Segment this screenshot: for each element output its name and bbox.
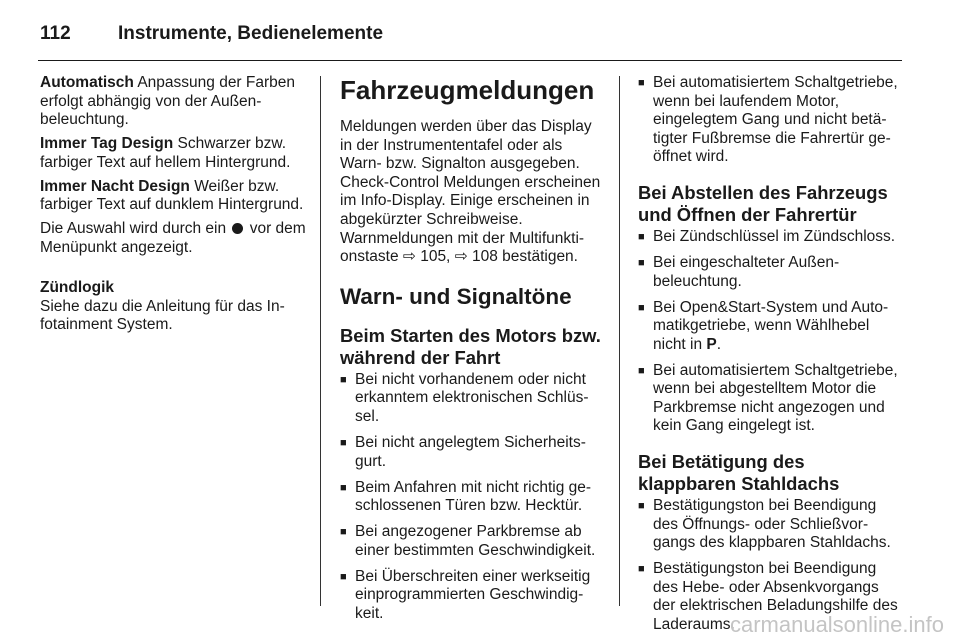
- gear-p-label: P: [706, 335, 717, 353]
- list-item: ■ Beim Anfahren mit nicht richtig geschlossenen Türen bzw. Hecktür.: [340, 479, 604, 516]
- watermark: carmanualsonline.info: [729, 612, 944, 637]
- list-starten-fahrt: [340, 371, 604, 624]
- list-item: ■ Bei Überschreiten einer werkseitig einprogrammierten Geschwindigkeit.: [340, 568, 604, 624]
- paragraph-zuendlogik: Siehe dazu die Anleitung für das Infotainment System.: [40, 297, 285, 334]
- paragraph-automatisch: [40, 74, 306, 130]
- text-auswahl-after: vor dem Menüpunkt angezeigt.: [40, 220, 306, 256]
- paragraph-tag-design: [40, 135, 306, 172]
- list-item: [638, 299, 904, 355]
- heading-zuendlogik: Zündlogik: [40, 278, 115, 296]
- text-automatisch: Anpassung der Farben erfolgt abhängig von der Außenbeleuchtung.: [40, 74, 296, 129]
- list-item: ■ Bei Zündschlüssel im Zündschloss.: [638, 228, 904, 247]
- heading-starten-fahrt: Beim Starten des Motors bzw. während der Fahrt: [340, 324, 601, 368]
- heading-warn-signaltoene: Warn- und Signaltöne: [340, 283, 572, 309]
- list-item: ■ Bestätigungston bei Beendigung des Hebe- oder Absenkvorgangs der elektrischen Beladungshilfe des Laderaums.: [638, 560, 904, 634]
- list-item: ■ Bei nicht vorhandenem oder nicht erkanntem elektronischen Schlüssel.: [340, 371, 604, 427]
- column-middle: [340, 74, 604, 631]
- text-tag-design: Schwarzer bzw. farbiger Text auf hellem Hintergrund.: [40, 135, 291, 171]
- page-number: 112: [40, 23, 71, 44]
- text-period: .: [716, 335, 722, 353]
- term-automatisch: Automatisch: [40, 74, 134, 91]
- page-title: Instrumente, Bedienelemente: [118, 23, 384, 44]
- text-auswahl-before: Die Auswahl wird durch ein: [40, 220, 231, 238]
- heading-fahrzeugmeldungen: Fahrzeugmeldungen: [340, 75, 595, 105]
- column-divider-right: [619, 76, 620, 606]
- list-item: ■ Bei angezogener Parkbremse ab einer bestimmten Geschwindigkeit.: [340, 523, 604, 560]
- text-open-start: Bei Open&Start-System und Automatikgetriebe, wenn Wählhebel nicht in: [653, 298, 889, 353]
- list-item: ■ Bei eingeschalteter Außenbeleuchtung.: [638, 254, 904, 291]
- term-tag-design: Immer Tag Design: [40, 135, 174, 153]
- header-rule: [38, 60, 902, 61]
- text-intro: Meldungen werden über das Display in der Instrumententafel oder als Warn- bzw. Signalton ausgegeben. Check-Control Meldungen erscheinen im Info-Display. Einige erscheinen in abgekürzter Schreibweise. Warnmeldungen mit der Multifunktionstaste: [340, 118, 601, 266]
- page-ref-108[interactable]: ⇨ 108: [454, 248, 498, 266]
- paragraph-nacht-design: [40, 178, 306, 215]
- heading-abstellen: Bei Abstellen des Fahrzeugs und Öffnen der Fahrertür: [638, 181, 888, 225]
- column-divider-left: [320, 76, 321, 606]
- page-header: [40, 14, 383, 54]
- text-nacht-design: Weißer bzw. farbiger Text auf dunklem Hintergrund.: [40, 177, 304, 214]
- column-right: [638, 74, 904, 642]
- heading-stahldach: Bei Betätigung des klappbaren Stahldachs: [638, 451, 840, 495]
- text-intro-end: bestätigen.: [497, 248, 578, 266]
- list-item: ■ Bei automatisiertem Schaltgetriebe, wenn bei abgestelltem Motor die Parkbremse nicht angezogen und kein Gang eingelegt ist.: [638, 362, 904, 436]
- page-ref-105[interactable]: ⇨ 105,: [402, 248, 455, 266]
- paragraph-intro: [340, 118, 604, 267]
- filled-circle-icon: [232, 223, 243, 234]
- list-continued: [638, 74, 904, 167]
- list-item: ■ Bestätigungston bei Beendigung des Öffnungs- oder Schließvorgangs des klappbaren Stahldachs.: [638, 497, 904, 553]
- list-item: ■ Bei automatisiertem Schaltgetriebe, wenn bei laufendem Motor, eingelegtem Gang und nicht betätigter Fußbremse die Fahrertür geöffnet wird.: [638, 74, 904, 167]
- list-item: ■ Bei nicht angelegtem Sicherheitsgurt.: [340, 434, 604, 471]
- paragraph-auswahl: [40, 220, 306, 257]
- list-abstellen: [638, 228, 904, 436]
- term-nacht-design: Immer Nacht Design: [40, 177, 190, 195]
- column-left: [40, 74, 306, 340]
